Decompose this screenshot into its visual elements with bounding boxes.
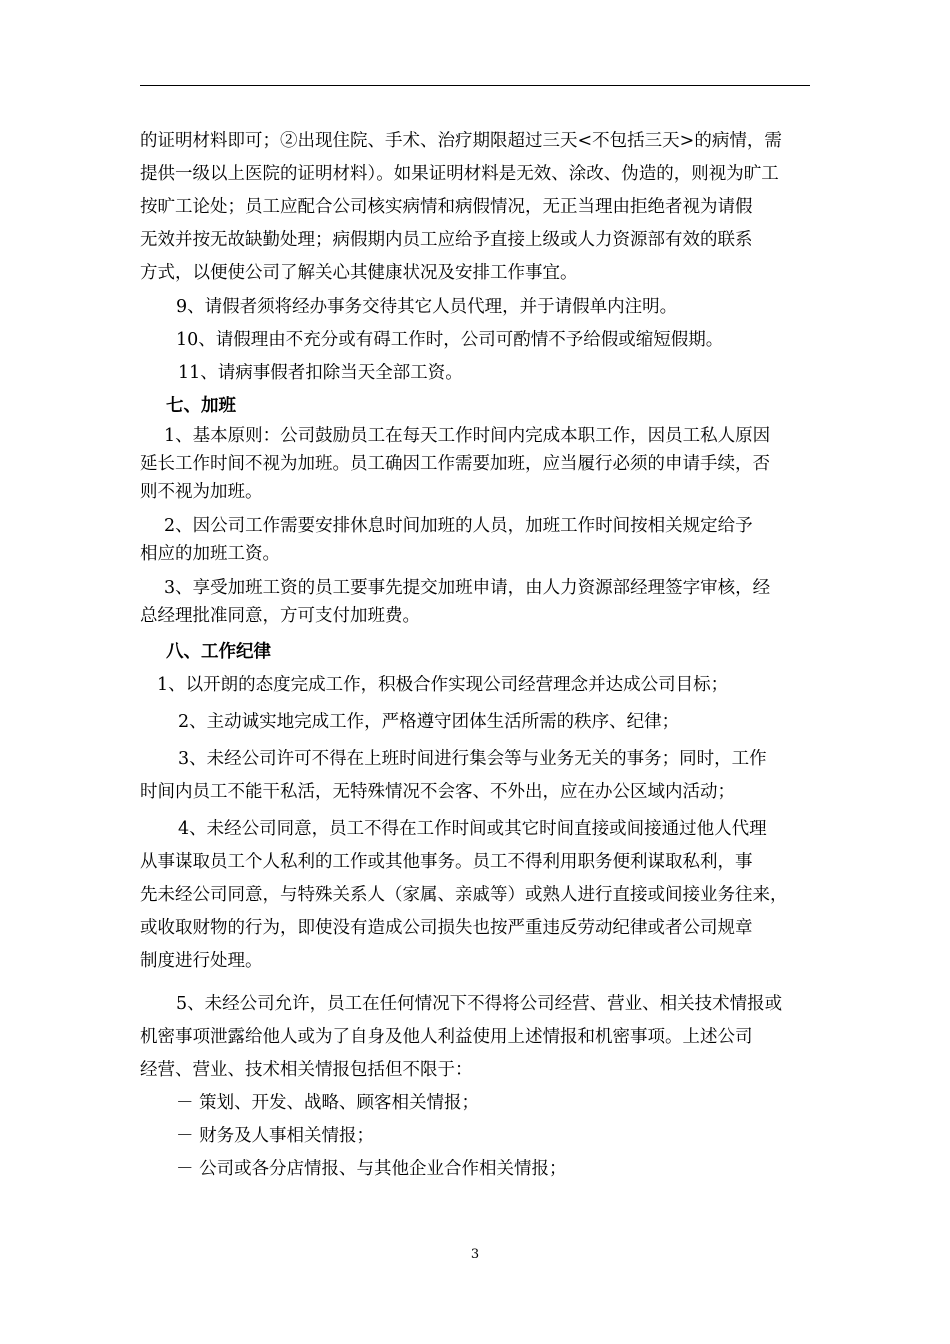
paragraph-line: 按旷工论处；员工应配合公司核实病情和病假情况，无正当理由拒绝者视为请假	[140, 197, 753, 217]
section-heading-work-discipline: 八、工作纪律	[166, 642, 271, 662]
paragraph-line: 总经理批准同意，方可支付加班费。	[140, 606, 420, 626]
paragraph-line: 从事谋取员工个人私利的工作或其他事务。员工不得利用职务便利谋取私利，事	[140, 852, 753, 872]
paragraph-line: 时间内员工不能干私活，无特殊情况不会客、不外出，应在办公区域内活动；	[140, 782, 735, 802]
paragraph-line: 4、未经公司同意，员工不得在工作时间或其它时间直接或间接通过他人代理	[178, 819, 767, 839]
paragraph-line: 制度进行处理。	[140, 951, 263, 971]
paragraph-line: 3、享受加班工资的员工要事先提交加班申请，由人力资源部经理签字审核，经	[164, 578, 771, 598]
bullet-item: － 财务及人事相关情报；	[176, 1126, 375, 1146]
paragraph-line: 方式，以便使公司了解关心其健康状况及安排工作事宜。	[140, 263, 578, 283]
page-number: 3	[470, 1247, 480, 1262]
paragraph-line: 先未经公司同意，与特殊关系人（家属、亲戚等）或熟人进行直接或间接业务往来，	[140, 885, 788, 905]
header-rule	[140, 85, 810, 86]
paragraph-line: 机密事项泄露给他人或为了自身及他人利益使用上述情报和机密事项。上述公司	[140, 1027, 753, 1047]
list-item: 1、以开朗的态度完成工作，积极合作实现公司经营理念并达成公司目标；	[157, 675, 729, 695]
list-item: 11、请病事假者扣除当天全部工资。	[178, 363, 463, 383]
paragraph-line: 1、基本原则：公司鼓励员工在每天工作时间内完成本职工作，因员工私人原因	[164, 426, 771, 446]
paragraph-line: 2、因公司工作需要安排休息时间加班的人员，加班工作时间按相关规定给予	[164, 516, 753, 536]
section-heading-overtime: 七、加班	[166, 396, 236, 416]
paragraph-line: 或收取财物的行为，即使没有造成公司损失也按严重违反劳动纪律或者公司规章	[140, 918, 753, 938]
list-item: 9、请假者须将经办事务交待其它人员代理，并于请假单内注明。	[176, 297, 678, 317]
bullet-item: － 策划、开发、战略、顾客相关情报；	[176, 1093, 480, 1113]
paragraph-line: 相应的加班工资。	[140, 544, 280, 564]
paragraph-line: 则不视为加班。	[140, 482, 263, 502]
paragraph-line: 经营、营业、技术相关情报包括但不限于：	[140, 1060, 473, 1080]
paragraph-line: 无效并按无故缺勤处理；病假期内员工应给予直接上级或人力资源部有效的联系	[140, 230, 753, 250]
paragraph-line: 提供一级以上医院的证明材料）。如果证明材料是无效、涂改、伪造的，则视为旷工	[140, 164, 779, 184]
bullet-item: － 公司或各分店情报、与其他企业合作相关情报；	[176, 1159, 567, 1179]
paragraph-line: 延长工作时间不视为加班。员工确因工作需要加班，应当履行必须的申请手续，否	[140, 454, 770, 474]
paragraph-line: 3、未经公司许可不得在上班时间进行集会等与业务无关的事务；同时，工作	[178, 749, 767, 769]
paragraph-line: 5、未经公司允许，员工在任何情况下不得将公司经营、营业、相关技术情报或	[176, 994, 783, 1014]
document-body	[140, 124, 812, 1186]
paragraph-line: 的证明材料即可；②出现住院、手术、治疗期限超过三天<不包括三天>的病情，需	[140, 131, 782, 151]
list-item: 2、主动诚实地完成工作，严格遵守团体生活所需的秩序、纪律；	[178, 712, 680, 732]
list-item: 10、请假理由不充分或有碍工作时，公司可酌情不予给假或缩短假期。	[176, 330, 724, 350]
